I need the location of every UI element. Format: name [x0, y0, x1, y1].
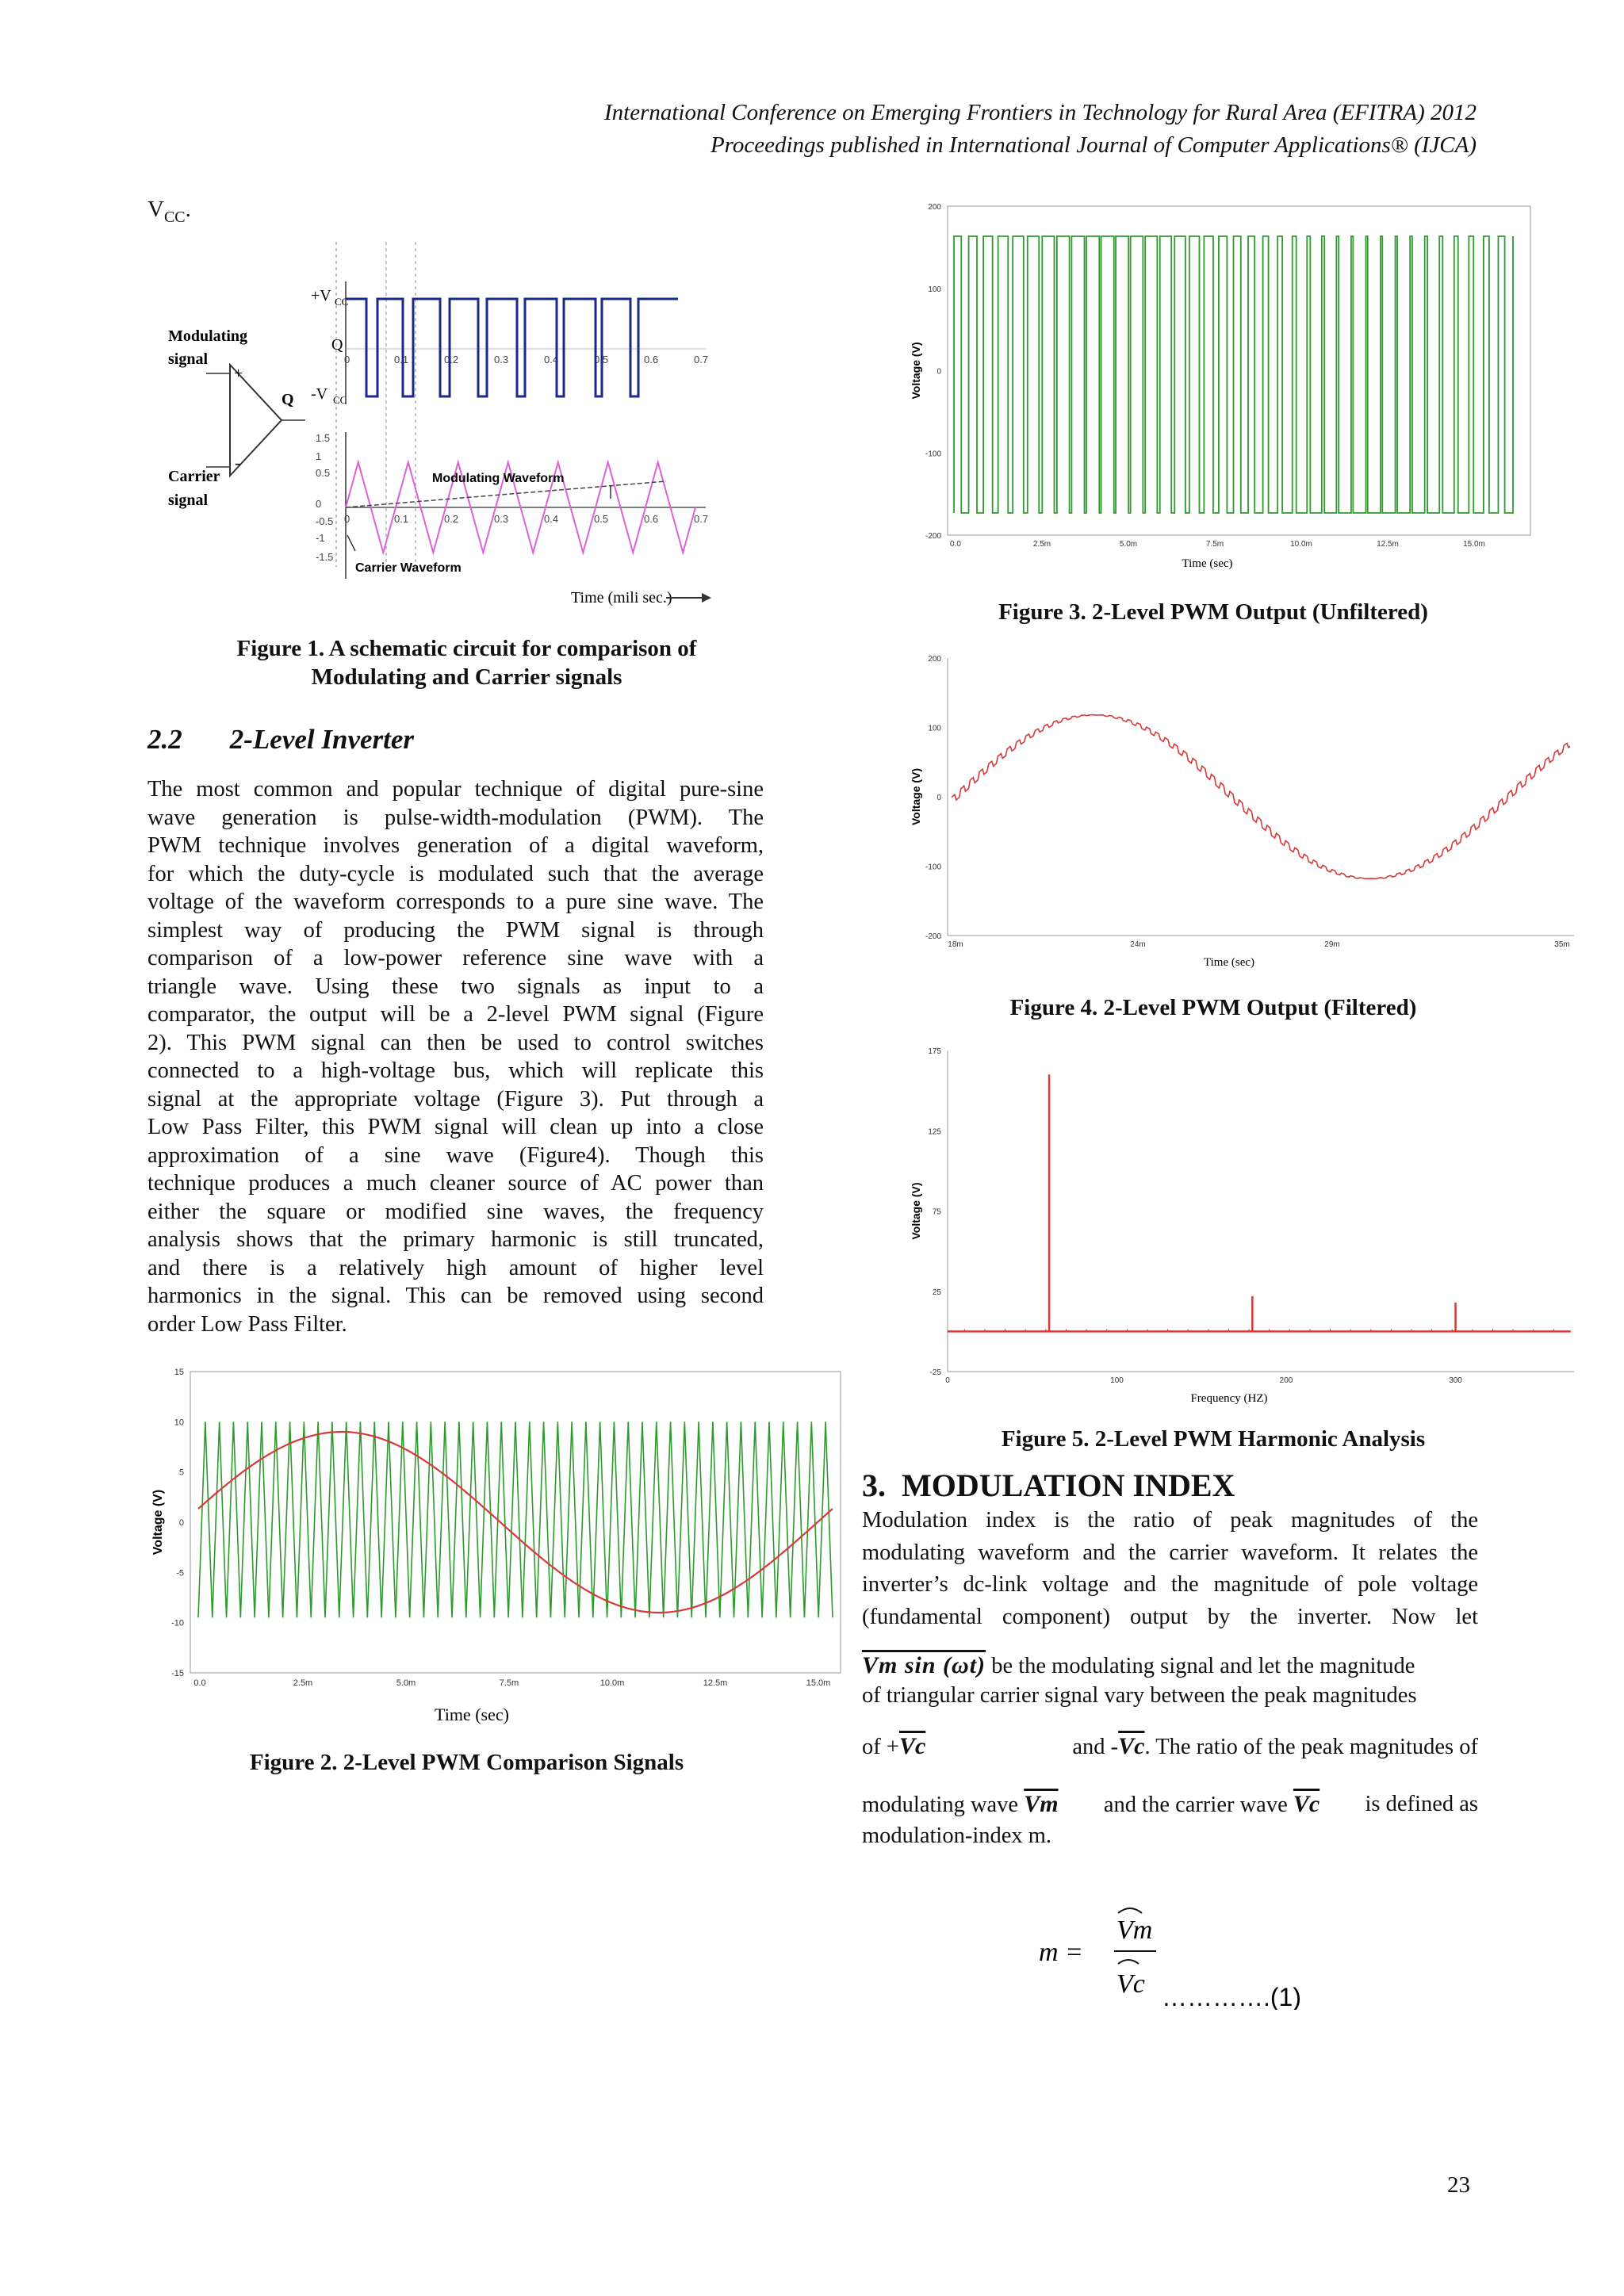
y-axis-label: Voltage (V) [910, 767, 922, 826]
svg-text:Carrier Waveform: Carrier Waveform [355, 561, 462, 575]
text-line: order Low Pass Filter. [147, 1311, 347, 1337]
y-tick-label: 15 [174, 1368, 184, 1377]
tick-label: 0 [344, 513, 350, 525]
x-tick-label: 7.5m [499, 1678, 519, 1688]
text-line: simplest way of producing the PWM signal is through [147, 917, 764, 943]
tick-label: 0.3 [494, 513, 509, 525]
tick-label: 0.1 [394, 354, 409, 365]
x-tick-label: 10.0m [599, 1678, 625, 1688]
x-tick-label: 5.0m [396, 1678, 416, 1688]
text-line: voltage of the waveform corresponds to a pure sine wave. The [147, 890, 764, 914]
tick-label: 0.4 [544, 513, 559, 525]
tick-label: 1 [316, 450, 322, 462]
tick-label: 0 [344, 354, 350, 365]
carrier-series [198, 1422, 833, 1617]
text-line: Modulation index is the ratio of peak magnitudes of the [862, 1508, 1478, 1533]
page-number: 23 [1447, 2172, 1470, 2198]
section-3-line-7: of $+\overline{Vc}$ and $-\overline{Vc}$. The ratio of the peak magnitudes of [862, 1733, 1478, 1759]
text-line: signal at the appropriate voltage (Figure 3). Put through a [147, 1086, 764, 1112]
y-tick-label: 175 [928, 1047, 941, 1056]
y-tick-label: 0 [936, 794, 941, 802]
figure-2 [151, 1360, 848, 1732]
x-tick-label: 15.0m [806, 1678, 831, 1688]
text-line: for which the duty-cycle is modulated such that the average [147, 861, 764, 886]
text-line: comparison of a low-power reference sine wave with a [147, 946, 764, 970]
figure-2-caption: Figure 2. 2-Level PWM Comparison Signals [249, 1750, 684, 1775]
text-line: triangle wave. Using these two signals as input to a [147, 974, 764, 999]
section-2-2-heading: 2.2 2-Level Inverter [147, 724, 415, 755]
x-axis-label: Time (sec) [1182, 557, 1233, 570]
tick-label: -0.5 [316, 515, 334, 527]
x-tick-label: 0 [945, 1376, 950, 1385]
y-tick-label: 25 [932, 1288, 941, 1297]
tick-label: 0.5 [316, 467, 331, 479]
svg-text:CC: CC [335, 296, 349, 308]
figure-5-caption: Figure 5. 2-Level PWM Harmonic Analysis [1001, 1426, 1426, 1452]
svg-text:Q: Q [331, 336, 343, 354]
svg-text:Q: Q [282, 391, 294, 408]
y-tick-label: 5 [178, 1468, 184, 1478]
x-tick-label: 18m [948, 940, 963, 949]
x-tick-label: 0.0 [193, 1678, 206, 1688]
text-line: comparator, the output will be a 2-level PWM signal (Figure [147, 1002, 764, 1027]
y-tick-label: -5 [176, 1568, 184, 1578]
svg-text:signal: signal [168, 492, 209, 509]
y-tick-label: 200 [928, 655, 941, 664]
y-tick-label: 100 [928, 285, 941, 294]
section-2-2-paragraph [147, 775, 764, 1338]
text-line: PWM technique involves generation of a digital waveform, [147, 833, 764, 858]
tick-label: 0.2 [444, 354, 459, 365]
x-tick-label: 24m [1130, 940, 1146, 949]
y-tick-label: 200 [928, 203, 941, 212]
tick-label: 0.2 [444, 513, 459, 525]
svg-text:Time (mili sec.): Time (mili sec.) [571, 589, 672, 607]
tick-label: 0.6 [644, 513, 659, 525]
x-tick-label: 7.5m [1205, 540, 1224, 549]
y-tick-label: -15 [171, 1669, 184, 1678]
svg-text:-V: -V [311, 385, 328, 403]
y-tick-label: -200 [925, 532, 941, 541]
text-line: approximation of a sine wave (Figure4). Though this [147, 1142, 764, 1168]
figure-3-caption: Figure 3. 2-Level PWM Output (Unfiltered) [998, 599, 1428, 625]
figure-5 [904, 1039, 1586, 1411]
figure-3 [904, 198, 1538, 579]
text-line: either the square or modified sine waves, the frequency [147, 1199, 764, 1224]
text-line: modulating waveform and the carrier waveform. It relates the [862, 1540, 1478, 1565]
tick-label: 0.1 [394, 513, 409, 525]
text-line: (fundamental component) output by the inverter. Now let [862, 1604, 1478, 1629]
section-3-line-5: Vm sin (ωt) be the modulating signal and let the magnitude [862, 1652, 1415, 1678]
text-line: connected to a high-voltage bus, which will replicate this [147, 1058, 764, 1083]
svg-text:Modulating Waveform: Modulating Waveform [432, 472, 565, 485]
text-line: Low Pass Filter, this PWM signal will clean up into a close [147, 1115, 764, 1139]
tick-label: 0 [316, 498, 322, 510]
section-3-line-9: modulation-index m. [862, 1823, 1052, 1848]
x-axis-label: Time (sec) [435, 1705, 509, 1724]
svg-text:………….(1): ………….(1) [1162, 1983, 1301, 2010]
section-3-heading: 3. MODULATION INDEX [862, 1468, 1235, 1503]
svg-text:signal: signal [168, 350, 209, 368]
figure-1-caption: Figure 1. A schematic circuit for comparison of Modulating and Carrier signals [236, 636, 697, 690]
text-line: wave generation is pulse-width-modulation (PWM). The [147, 805, 764, 830]
x-tick-label: 35m [1554, 940, 1570, 949]
tick-label: 0.6 [644, 354, 659, 365]
x-tick-label: 300 [1449, 1376, 1462, 1385]
figure-4 [904, 646, 1586, 979]
section-3-line-8: modulating wave $\overline{Vm}$ and the carrier wave $\overline{Vc}$ is defined as [862, 1791, 1478, 1817]
vcc-fragment: $V_{CC}$. [147, 197, 191, 226]
y-tick-label: -100 [925, 450, 941, 459]
x-tick-label: 12.5m [1377, 540, 1399, 549]
filtered-output-series [952, 715, 1570, 879]
label-modulating: Modulating [168, 327, 248, 345]
x-axis-label: Frequency (HZ) [1190, 1392, 1268, 1405]
label-carrier: Carrier [168, 468, 220, 485]
x-tick-label: 29m [1324, 940, 1340, 949]
y-axis-label: Voltage (V) [910, 1182, 922, 1240]
text-line: harmonics in the signal. This can be removed using second [147, 1284, 764, 1308]
text-line: inverter’s dc-link voltage and the magnitude of pole voltage [862, 1572, 1478, 1597]
text-line: technique produces a much cleaner source of AC power than [147, 1171, 764, 1196]
tick-label: 0.5 [594, 513, 609, 525]
y-tick-label: -10 [171, 1618, 184, 1628]
y-tick-label: 0 [178, 1518, 184, 1528]
svg-text:+: + [234, 365, 243, 382]
svg-text:Vm: Vm [1116, 1915, 1153, 1945]
vm-sin-symbol: Vm sin (ωt) [862, 1652, 986, 1678]
x-tick-label: 10.0m [1290, 540, 1312, 549]
text-line: analysis shows that the primary harmonic is still truncated, [147, 1227, 764, 1252]
x-tick-label: 12.5m [703, 1678, 728, 1688]
tick-label: -1 [316, 532, 325, 544]
y-tick-label: 75 [932, 1207, 941, 1217]
x-tick-label: 0.0 [950, 540, 961, 549]
running-header-line-1: International Conference on Emerging Frontiers in Technology for Rural Area (EFITRA) 2012 [604, 100, 1477, 125]
y-tick-label: 0 [936, 367, 941, 377]
figure-1 [159, 234, 730, 610]
x-tick-label: 15.0m [1463, 540, 1485, 549]
x-tick-label: 5.0m [1119, 540, 1138, 549]
text-line: and there is a relatively high amount of higher level [147, 1255, 764, 1280]
y-tick-label: 125 [928, 1127, 941, 1137]
x-tick-label: 100 [1110, 1376, 1124, 1385]
tick-label: 0.7 [694, 513, 709, 525]
y-tick-label: -200 [925, 932, 941, 941]
svg-text:Vc: Vc [1116, 1969, 1145, 1999]
y-axis-label: Voltage (V) [910, 342, 922, 400]
svg-text:m =: m = [1039, 1938, 1083, 1967]
equation-1 [1039, 1899, 1308, 2014]
y-axis-label: Voltage (V) [151, 1489, 165, 1556]
section-3-line-6: of triangular carrier signal vary between the peak magnitudes [862, 1683, 1417, 1708]
x-axis-label: Time (sec) [1203, 956, 1255, 969]
y-tick-label: -100 [925, 863, 941, 872]
svg-text:-: - [235, 453, 241, 473]
section-3-paragraph [862, 1505, 1478, 1633]
text-line: 2). This PWM signal can then be used to control switches [147, 1030, 764, 1055]
tick-label: 0.5 [594, 354, 609, 365]
tick-label: 0.7 [694, 354, 709, 365]
x-tick-label: 2.5m [293, 1678, 313, 1688]
comparator-output-waveform [346, 299, 678, 396]
tick-label: -1.5 [316, 551, 334, 563]
figure-4-caption: Figure 4. 2-Level PWM Output (Filtered) [1009, 995, 1417, 1020]
svg-text:+V: +V [311, 287, 331, 304]
text-line: The most common and popular technique of digital pure-sine [147, 777, 764, 802]
y-tick-label: 10 [174, 1418, 184, 1428]
tick-label: 0.3 [494, 354, 509, 365]
tick-label: 1.5 [316, 432, 331, 444]
svg-text:CC: CC [333, 394, 347, 406]
pwm-series [954, 236, 1513, 513]
y-tick-label: 100 [928, 724, 941, 733]
tick-label: 0.4 [544, 354, 559, 365]
x-tick-label: 2.5m [1032, 540, 1051, 549]
x-tick-label: 200 [1279, 1376, 1293, 1385]
y-tick-label: -25 [929, 1368, 941, 1377]
running-header-line-2: Proceedings published in International Journal of Computer Applications® (IJCA) [710, 132, 1477, 158]
